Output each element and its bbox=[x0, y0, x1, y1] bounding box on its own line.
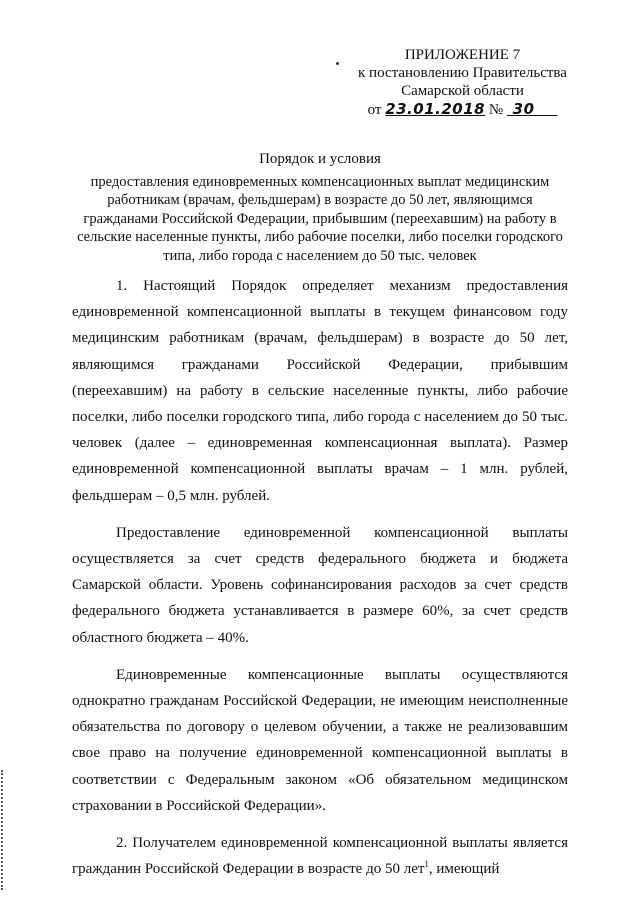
appendix-title: ПРИЛОЖЕНИЕ 7 bbox=[404, 47, 521, 63]
paragraph-3: Единовременные компенсационные выплаты осуществляются однократно гражданам Российской Федерации, не имеющим неисполненные обязательства по договору о целевом обучении, а также не реализовавшим свое право на получение единовременной компенсационной выплаты в соответствии с Федеральным законом «Об обязательном медицинском страховании в Российской Федерации». bbox=[72, 666, 568, 814]
document-body bbox=[72, 273, 568, 893]
scan-speck bbox=[336, 62, 339, 65]
paragraph-1: 1. Настоящий Порядок определяет механизм предоставления единовременной компенсационной выплаты в текущем финансовом году медицинским работникам (врачам, фельдшерам) в возрасте до 50 лет, являющимся гражданами Российской Федерации, прибывшим (переехавшим) на работу в сельские населенные пункты, либо рабочие поселки, либо поселки городского типа, либо города с населением до 50 тыс. человек (далее – единовременная компенсационная выплата). Размер единовременной компенсационной выплаты врачам – 1 млн. рублей, фельдшерам – 0,5 млн. рублей. bbox=[72, 278, 568, 504]
paragraph-4: 2. Получателем единовременной компенсационной выплаты является гражданин Российской Федерации в возрасте до 50 лет$^1$, имеющий bbox=[72, 835, 568, 878]
scan-margin-artifact bbox=[1, 770, 9, 890]
number-prefix: № bbox=[488, 102, 504, 118]
date-number-line bbox=[355, 100, 570, 119]
appendix-line1: к постановлению Правительства bbox=[358, 65, 567, 81]
handwritten-number: 30 bbox=[512, 100, 535, 118]
appendix-line2: Самарской области bbox=[401, 83, 524, 99]
date-prefix: от bbox=[367, 102, 382, 118]
footnote-mark: 1 bbox=[424, 859, 429, 870]
handwritten-date: 23.01.2018 bbox=[385, 100, 486, 118]
paragraph-2: Предоставление единовременной компенсационной выплаты осуществляется за счет средств федерального бюджета и бюджета Самарской области. Уровень софинансирования расходов за счет средств федерального бюджета устанавливается в размере 60%, за счет средств областного бюджета – 40%. bbox=[72, 524, 568, 646]
document-title-block bbox=[72, 150, 568, 265]
appendix-header bbox=[355, 46, 570, 119]
document-title: Порядок и условия bbox=[259, 151, 381, 167]
document-subtitle: предоставления единовременных компенсационных выплат медицинским работникам (врачам, фельдшерам) в возрасте до 50 лет, являющимся гражданами Российской Федерации, прибывшим (переехавшим) на работу в сельские населенные пункты, либо рабочие поселки, либо поселки городского типа, либо города с населением до 50 тыс. человек bbox=[77, 173, 563, 264]
